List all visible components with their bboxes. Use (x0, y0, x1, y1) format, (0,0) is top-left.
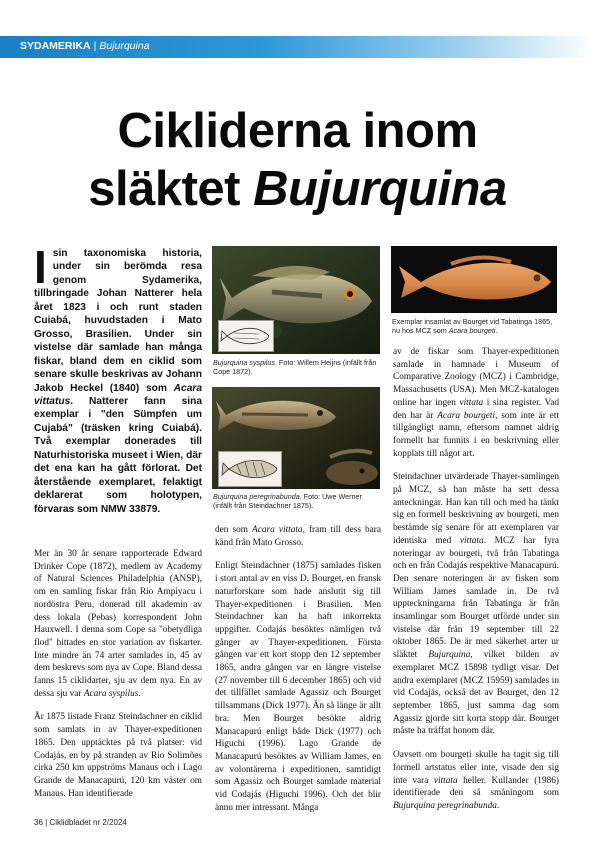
body-column-2 (215, 524, 381, 814)
photo-preserved-specimen (391, 246, 557, 313)
title-line-2-plain: släktet (88, 162, 241, 216)
lead-paragraph: Isin taxonomiska historia, under sin berömda resa genom Sydamerika, tillbringade Johan Natterer hela året 1823 i och runt staden Cuiabá, huvudstaden i Mato Grosso, Brasilien. Under sin vistelse där samlade han många fiskar, bland dem en ciklid som senare skulle beskrivas av Johann Jakob Heckel (1840) som Acara vittatus. Natterer fann sina exemplar i "den Sümpfen um Cujabá" (träsken kring Cuiabá). Två exemplar donerades till Naturhistoriska museet i Wien, där det ena kan ha gått förlorat. Det återstående exemplaret, felaktigt deklarerat som holotypen, förvaras som NMW 33879. (34, 241, 202, 515)
body-paragraph: Steindachner utvärderade Thayer-samlingen på MCZ, så han måste ha sett dessa anteckningar. Han kan till och med ha tänkt sig en formell beskrivning av bourgeti, men bestämde sig senare för att exemplaren var identiska med vittata. MCZ har fyra noteringar av bourgeti, två från Tabatinga och en från Codajás respektive Manacapurú. Den senare noteringen är av fisken som William James samlade in. De två uppteckningarna från Tabatinga är från insamlingar som Bourget utförde under sin vistelse där från 19 september till 22 oktober 1865. De är med säkerhet arter ur släktet Bujurquina, vilket bilden av exemplaret MCZ 15898 tydligt visar. Det andra exemplaret (MCZ 15959) samlades in vid Codajás, också det av Bourget, den 12 september 1865, just samma dag som Agassiz gjorde sitt korta stopp där. Bourget måste ha träffat honom där. (393, 472, 559, 737)
photo-caption: Bujurquina peregrinabunda. Foto: Uwe Werner (infällt från Steindachner 1875). (213, 492, 362, 510)
photo-caption: Bujurquina syspilus. Foto: Willem Heijns (infällt från Cope 1872). (213, 358, 377, 376)
inset-drawing (218, 320, 274, 352)
title-line-2-italic: Bujurquina (253, 162, 507, 216)
body-paragraph: den som Acara vittata, fram till dess bara känd från Mato Grosso. (215, 525, 381, 548)
body-paragraph: Mer än 30 år senare rapporterade Edward Drinker Cope (1872), medlem av Academy of Natural Sciences Philadelphia (ANSP), om en samling fiskar från Rio Ampiyacu i nordöstra Peru, donerad till akademin av dess lokala (Pebas) korrespondent John Hauxwell. I denna som Cope sa "obetydliga flod" hittades en stor variation av fiskarter. Inte mindre än 74 arter samlades in, 45 av dem beskrevs som nya av Cope. Bland dessa fanns 15 ciklidarter, sju av dem nya. En av dessa sju var Acara syspilus. (34, 549, 202, 699)
body-column-3 (393, 346, 559, 813)
article-title (0, 102, 595, 218)
body-paragraph: Oavsett om bourgeti skulle ha tagit sig till formell artstatus eller inte, visade den sig inte vara vittata heller. Kullander (1986) identifierade den så småningom som Bujurquina peregrinabunda. (393, 750, 559, 811)
body-paragraph: av de fiskar som Thayer-expeditionen samlade in hamnade i Museum of Comparative Zoology (MCZ) i Cambridge, Massachusetts (USA). Men MCZ-katalogen online har ingen vittata i sina register. Vad den har är Acara bourgeti, som inte är ett tillgängligt namn, eftersom namnet aldrig formellt har funnits i en beskrivning eller kopplats till något art. (393, 347, 559, 459)
subsection-name: Bujurquina (99, 40, 150, 52)
title-line-1: Cikliderna inom (117, 104, 478, 158)
photo-bujurquina-peregrinabunda (212, 387, 380, 489)
section-name: SYDAMERIKA (20, 40, 91, 52)
body-paragraph: Enligt Steindachner (1875) samlades fisken i stort antal av en viss D. Bourget, en fransk naturforskare som hade anslutit sig till Thayer-expeditionen i Brasilien. Men Steindachner kan ha haft inkorrekta uppgifter. Codajás besöktes nämligen två gånger av Thayer-expeditionen. Första gången var ett kort stopp den 12 september 1865, andra gången var en längre vistelse (27 november till 6 december 1865) och vid det tillfället samlade Agassiz och Bourget tillsammans (Dick 1977). Än så länge är allt bra. Men Bourget besökte aldrig Manacapurú enligt både Dick (1977) och Higuchi (1996). Lago Grande de Manacapurú besöktes av William James, en av volontärerna i expeditionen, samtidigt som Agassiz och Bourget samlade material vid Codajás (Higuchi 1996). Och det blir ännu mer intressant. Många (215, 561, 381, 813)
page-footer: 36 | Ciklidbladet nr 2/2024 (34, 818, 127, 827)
specimen-photo (391, 246, 557, 313)
section-label: SYDAMERIKA | Bujurquina (20, 40, 150, 52)
body-column-1 (34, 548, 202, 800)
body-paragraph: År 1875 listade Franz Steindachner en ciklid som samlats in av Thayer-expeditionen 1865. Den upptäcktes på två platser: vid Codajás, en by på stranden av Rio Solimões cirka 250 km uppströms Manaus och i Lago Grande de Manacapurú, 120 km väster om Manaus. Han identifierade (34, 712, 202, 799)
inset-drawing (218, 451, 282, 487)
photo-caption: Exemplar insamlat av Bourget vid Tabatinga 1865, nu hos MCZ som Acara bourgeti. (392, 317, 553, 335)
photo-bujurquina-syspilus (212, 246, 380, 354)
drop-cap: I (34, 241, 47, 293)
